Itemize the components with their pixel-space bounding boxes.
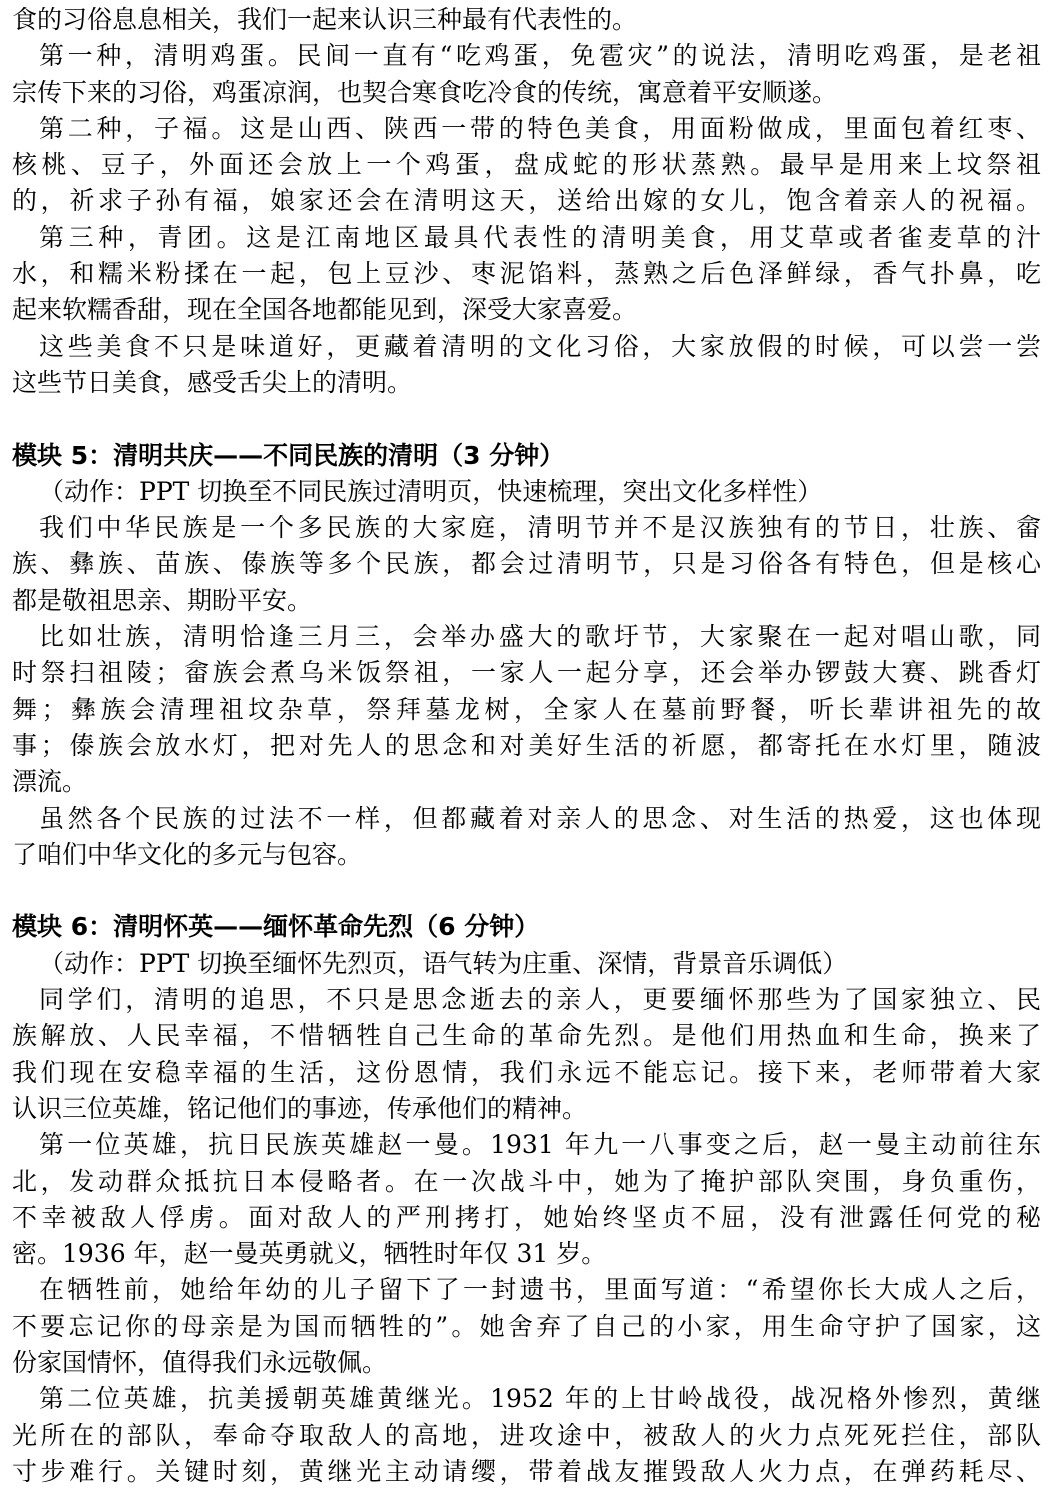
text-line: 族解放、人民幸福，不惜牺牲自己生命的革命先烈。是他们用热血和生命，换来了	[12, 1021, 1041, 1051]
text-line: 在牺牲前，她给年幼的儿子留下了一封遗书，里面写道：“希望你长大成人之后，	[39, 1275, 1041, 1305]
text-line: 食的习俗息息相关，我们一起来认识三种最有代表性的。	[12, 5, 638, 34]
text-line: 起来软糯香甜，现在全国各地都能见到，深受大家喜爱。	[12, 295, 638, 325]
text-line: 第二种，子福。这是山西、陕西一带的特色美食，用面粉做成，里面包着红枣、	[39, 113, 1041, 143]
section-heading: 模块 5：清明共庆——不同民族的清明（3 分钟）	[12, 440, 565, 470]
text-line: 第三种，青团。这是江南地区最具代表性的清明美食，用艾草或者雀麦草的汁	[39, 222, 1041, 252]
text-line: （动作：PPT 切换至不同民族过清明页，快速梳理，突出文化多样性）	[39, 476, 823, 506]
text-line: 第二位英雄，抗美援朝英雄黄继光。1952 年的上甘岭战役，战况格外惨烈，黄继	[39, 1384, 1041, 1414]
text-line: 密。1936 年，赵一曼英勇就义，牺牲时年仅 31 岁。	[12, 1239, 607, 1269]
text-line: 寸步难行。关键时刻，黄继光主动请缨，带着战友摧毁敌人火力点，在弹药耗尽、	[12, 1456, 1041, 1486]
text-line: 事；傣族会放水灯，把对先人的思念和对美好生活的祈愿，都寄托在水灯里，随波	[12, 730, 1041, 760]
text-line: 时祭扫祖陵；畲族会煮乌米饭祭祖，一家人一起分享，还会举办锣鼓大赛、跳香灯	[12, 658, 1041, 688]
text-line: 第一种，清明鸡蛋。民间一直有“吃鸡蛋，免雹灾”的说法，清明吃鸡蛋，是老祖	[39, 41, 1041, 71]
text-line: 都是敬祖思亲、期盼平安。	[12, 585, 313, 615]
text-line: 这些节日美食，感受舌尖上的清明。	[12, 367, 413, 397]
text-line: 核桃、豆子，外面还会放上一个鸡蛋，盘成蛇的形状蒸熟。最早是用来上坟祭祖	[12, 150, 1041, 180]
text-line: 北，发动群众抵抗日本侵略者。在一次战斗中，她为了掩护部队突围，身负重伤，	[12, 1166, 1041, 1196]
text-line: 族、彝族、苗族、傣族等多个民族，都会过清明节，只是习俗各有特色，但是核心	[12, 549, 1041, 579]
text-line: 不要忘记你的母亲是为国而牺牲的”。她舍弃了自己的小家，用生命守护了国家，这	[12, 1311, 1041, 1341]
blank-line	[12, 873, 1041, 909]
text-line: 漂流。	[12, 767, 88, 797]
text-line: 比如壮族，清明恰逢三月三，会举办盛大的歌圩节，大家聚在一起对唱山歌，同	[39, 622, 1041, 652]
text-line: 第一位英雄，抗日民族英雄赵一曼。1931 年九一八事变之后，赵一曼主动前往东	[39, 1130, 1041, 1160]
text-line: 了咱们中华文化的多元与包容。	[12, 839, 363, 869]
text-line: 虽然各个民族的过法不一样，但都藏着对亲人的思念、对生活的热爱，这也体现	[39, 803, 1041, 833]
text-line: （动作：PPT 切换至缅怀先烈页，语气转为庄重、深情，背景音乐调低）	[39, 948, 848, 978]
text-line: 我们现在安稳幸福的生活，这份恩情，我们永远不能忘记。接下来，老师带着大家	[12, 1057, 1041, 1087]
text-line: 同学们，清明的追思，不只是思念逝去的亲人，更要缅怀那些为了国家独立、民	[39, 985, 1041, 1015]
text-line: 我们中华民族是一个多民族的大家庭，清明节并不是汉族独有的节日，壮族、畲	[39, 513, 1041, 543]
text-line: 不幸被敌人俘虏。面对敌人的严刑拷打，她始终坚贞不屈，没有泄露任何党的秘	[12, 1202, 1041, 1232]
text-line: 光所在的部队，奉命夺取敌人的高地，进攻途中，被敌人的火力点死死拦住，部队	[12, 1420, 1041, 1450]
text-line: 宗传下来的习俗，鸡蛋凉润，也契合寒食吃冷食的传统，寓意着平安顺遂。	[12, 77, 838, 107]
text-line: 的，祈求子孙有福，娘家还会在清明这天，送给出嫁的女儿，饱含着亲人的祝福。	[12, 186, 1041, 216]
blank-line	[12, 401, 1041, 437]
text-line: 舞；彝族会清理祖坟杂草，祭拜墓龙树，全家人在墓前野餐，听长辈讲祖先的故	[12, 694, 1041, 724]
text-line: 份家国情怀，值得我们永远敬佩。	[12, 1347, 388, 1377]
text-line: 这些美食不只是味道好，更藏着清明的文化习俗，大家放假的时候，可以尝一尝	[39, 331, 1041, 361]
section-heading: 模块 6：清明怀英——缅怀革命先烈（6 分钟）	[12, 912, 540, 942]
text-line: 认识三位英雄，铭记他们的事迹，传承他们的精神。	[12, 1093, 588, 1123]
text-line: 水，和糯米粉揉在一起，包上豆沙、枣泥馅料，蒸熟之后色泽鲜绿，香气扑鼻，吃	[12, 259, 1041, 289]
